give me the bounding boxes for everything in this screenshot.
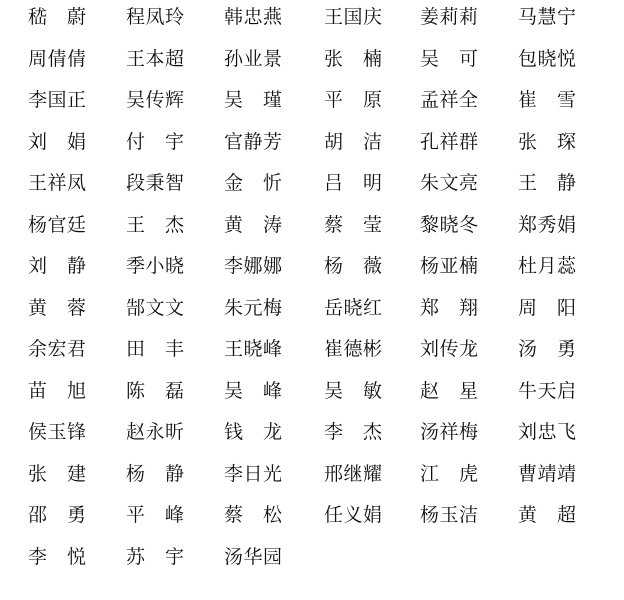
name-cell: 吴 瑾 bbox=[224, 89, 283, 111]
name-cell: 邵 勇 bbox=[28, 504, 87, 526]
name-cell: 苏 宇 bbox=[126, 545, 185, 568]
name-cell: 杨官廷 bbox=[28, 213, 87, 236]
name-cell: 嵇 蔚 bbox=[28, 6, 87, 28]
name-cell: 张 建 bbox=[28, 462, 87, 485]
name-cell: 赵永昕 bbox=[126, 421, 185, 443]
name-cell: 王本超 bbox=[126, 47, 185, 70]
name-cell: 李 悦 bbox=[28, 545, 87, 568]
name-cell: 郜文文 bbox=[126, 296, 185, 319]
name-cell: 吴传辉 bbox=[126, 89, 185, 111]
name-cell: 朱文亮 bbox=[420, 172, 479, 194]
name-cell: 侯玉锋 bbox=[28, 421, 87, 443]
name-cell: 吴 可 bbox=[420, 47, 479, 70]
name-cell: 赵 星 bbox=[420, 379, 479, 402]
name-cell: 付 宇 bbox=[126, 130, 185, 153]
name-cell: 张 琛 bbox=[518, 130, 577, 153]
name-cell: 吴 峰 bbox=[224, 379, 283, 402]
name-cell: 程凤玲 bbox=[126, 6, 185, 28]
name-cell: 周倩倩 bbox=[28, 47, 87, 70]
name-cell: 吕 明 bbox=[324, 172, 383, 194]
name-cell: 牛天启 bbox=[518, 379, 577, 402]
name-cell: 余宏君 bbox=[28, 338, 87, 360]
name-cell: 段秉智 bbox=[126, 172, 185, 194]
name-cell: 黄 涛 bbox=[224, 213, 283, 236]
name-cell: 张 楠 bbox=[324, 47, 383, 70]
name-cell: 汤祥梅 bbox=[420, 421, 479, 443]
name-cell: 蔡 莹 bbox=[324, 213, 383, 236]
name-cell: 刘 娟 bbox=[28, 130, 87, 153]
name-cell: 李国正 bbox=[28, 89, 87, 111]
name-cell: 姜莉莉 bbox=[420, 6, 479, 28]
name-cell: 崔德彬 bbox=[324, 338, 383, 360]
name-cell: 朱元梅 bbox=[224, 296, 283, 319]
name-cell: 崔 雪 bbox=[518, 89, 577, 111]
name-cell: 官静芳 bbox=[224, 130, 283, 153]
name-cell: 杨玉洁 bbox=[420, 504, 479, 526]
name-cell: 孙业景 bbox=[224, 47, 283, 70]
name-cell: 孔祥群 bbox=[420, 130, 479, 153]
name-cell: 包晓悦 bbox=[518, 47, 577, 70]
name-cell: 周 阳 bbox=[518, 296, 577, 319]
name-cell: 杨 薇 bbox=[324, 255, 383, 277]
name-cell: 刘 静 bbox=[28, 255, 87, 277]
name-cell: 邢继耀 bbox=[324, 462, 383, 485]
name-cell: 杨 静 bbox=[126, 462, 185, 485]
name-cell: 黄 蓉 bbox=[28, 296, 87, 319]
name-cell: 胡 洁 bbox=[324, 130, 383, 153]
name-cell: 季小晓 bbox=[126, 255, 185, 277]
name-cell: 郑秀娟 bbox=[518, 213, 577, 236]
name-cell: 杨亚楠 bbox=[420, 255, 479, 277]
name-cell: 平 峰 bbox=[126, 504, 185, 526]
name-cell: 黄 超 bbox=[518, 504, 577, 526]
name-cell: 王 杰 bbox=[126, 213, 185, 236]
name-cell: 王祥凤 bbox=[28, 172, 87, 194]
name-cell: 江 虎 bbox=[420, 462, 479, 485]
name-cell: 杜月蕊 bbox=[518, 255, 577, 277]
name-cell: 刘忠飞 bbox=[518, 421, 577, 443]
name-cell: 王国庆 bbox=[324, 6, 383, 28]
name-cell: 李 杰 bbox=[324, 421, 383, 443]
name-cell: 马慧宁 bbox=[518, 6, 577, 28]
name-cell: 曹靖靖 bbox=[518, 462, 577, 485]
name-cell: 平 原 bbox=[324, 89, 383, 111]
name-cell: 田 丰 bbox=[126, 338, 185, 360]
name-cell: 钱 龙 bbox=[224, 421, 283, 443]
name-cell: 苗 旭 bbox=[28, 379, 87, 402]
name-cell: 孟祥全 bbox=[420, 89, 479, 111]
name-cell: 岳晓红 bbox=[324, 296, 383, 319]
name-cell: 蔡 松 bbox=[224, 504, 283, 526]
name-cell: 黎晓冬 bbox=[420, 213, 479, 236]
name-cell: 汤华园 bbox=[224, 545, 283, 568]
name-cell: 汤 勇 bbox=[518, 338, 577, 360]
name-cell: 任义娟 bbox=[324, 504, 383, 526]
name-cell: 郑 翔 bbox=[420, 296, 479, 319]
name-cell: 金 忻 bbox=[224, 172, 283, 194]
name-cell: 韩忠燕 bbox=[224, 6, 283, 28]
name-cell: 李日光 bbox=[224, 462, 283, 485]
name-cell: 李娜娜 bbox=[224, 255, 283, 277]
name-cell: 吴 敏 bbox=[324, 379, 383, 402]
name-cell: 王晓峰 bbox=[224, 338, 283, 360]
name-cell: 王 静 bbox=[518, 172, 577, 194]
name-cell: 刘传龙 bbox=[420, 338, 479, 360]
name-cell: 陈 磊 bbox=[126, 379, 185, 402]
